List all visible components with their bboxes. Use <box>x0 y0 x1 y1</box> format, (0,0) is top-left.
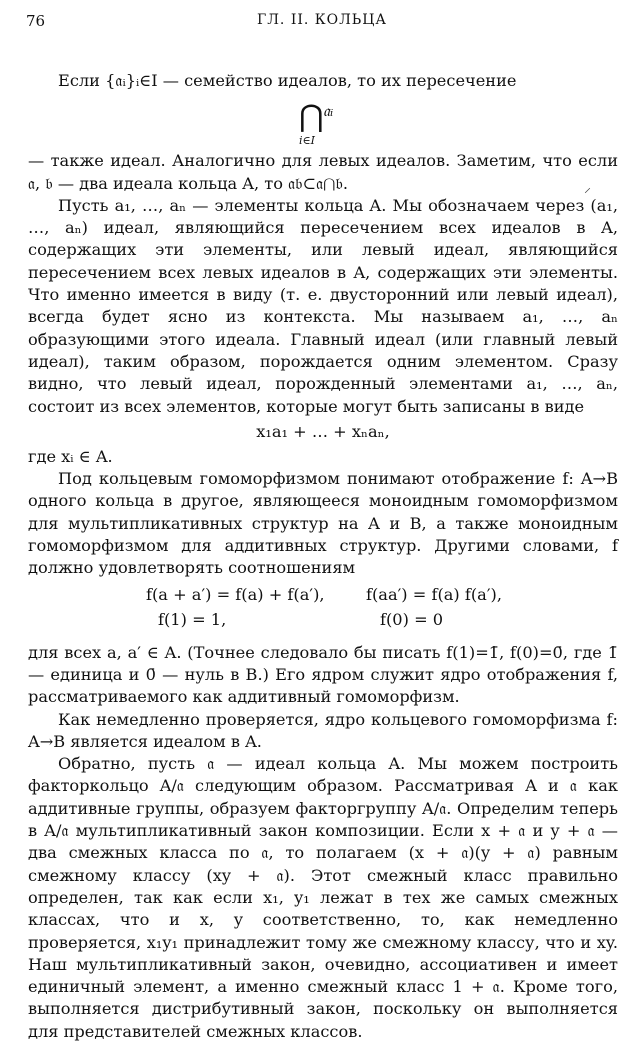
paragraph-where-xi: где xᵢ ∈ A. <box>28 446 113 466</box>
margin-pencil-mark: ⸝ <box>584 180 591 196</box>
relation-unit: f(1) = 1, <box>158 609 227 629</box>
paragraph-generators: Пусть a₁, …, aₙ — элементы кольца A. Мы обозначаем через (a₁, …, aₙ) идеал, являющийся пересечением всех идеалов в A, содержащих эти элементы, или левый идеал, являющийся пересечением всех левых идеалов в A, содержащих эти элементы. Что именно имеется в виду (т. е. двусторонний или левый идеал), всегда будет ясно из контекста. Мы называем a₁, …, aₙ образующими этого идеала. Главный идеал (или главный левый идеал), таким образом, порождается одним элементом. Сразу видно, что левый идеал, порожденный элементами a₁, …, aₙ, состоит из всех элементов, которые могут быть записаны в виде <box>28 195 618 416</box>
intersection-formula <box>28 100 618 146</box>
paragraph-factor-ring: Обратно, пусть 𝔞 — идеал кольца A. Мы можем построить факторкольцо A/𝔞 следующим образом. Рассматривая A и 𝔞 как аддитивные группы, образуем факторгруппу A/𝔞. Определим теперь в A/𝔞 мультипликативный закон композиции. Если x + 𝔞 и y + 𝔞 — два смежных класса по 𝔞, то полагаем (x + 𝔞)(y + 𝔞) равным смежному классу (xy + 𝔞). Этот смежный класс правильно определен, так как если x₁, y₁ лежат в тех же самых смежных классах, что и x, y соответственно, то, как немедленно проверяется, x₁y₁ принадлежит тому же смежному классу, что и xy. Наш мультипликативный закон, очевидно, ассоциативен и имеет единичный элемент, а именно смежный класс 1 + 𝔞. Кроме того, выполняется дистрибутивный закон, поскольку он выполняется для представителей смежных классов. <box>28 754 618 1041</box>
relation-multiplicative: f(aa′) = f(a) f(a′), <box>366 584 502 604</box>
page-body <box>28 70 618 1043</box>
paragraph-ring-homomorphism: Под кольцевым гомоморфизмом понимают отображение f: A→B одного кольца в другое, являющееся моноидным гомоморфизмом для мультипликативных структур на A и B, а также моноидным гомоморфизмом для аддитивных структур. Другими словами, f должно удовлетворять соотношениям <box>28 469 618 578</box>
bigcap-index: i∈I <box>299 134 316 148</box>
paragraph-kernel: для всех a, a′ ∈ A. (Точнее следовало бы писать f(1)=1̄, f(0)=0̄, где 1̄ — единица и 0̄ — нуль в B.) Его ядром служит ядро отображения f, рассматриваемого как аддитивный гомоморфизм. <box>28 642 618 707</box>
relation-zero: f(0) = 0 <box>380 609 444 629</box>
bigcap-symbol: ⋂ <box>299 99 324 135</box>
homomorphism-relations <box>28 584 618 636</box>
paragraph-family-of-ideals: Если {𝔞ᵢ}ᵢ∈I — семейство идеалов, то их пересечение <box>58 71 517 90</box>
paragraph-also-ideal: — также идеал. Аналогично для левых идеалов. Заметим, что если 𝔞, 𝔟 — два идеала кольца A, то 𝔞𝔟⊂𝔞⋂𝔟. <box>28 151 618 193</box>
bigcap-term: 𝔞ᵢ <box>323 101 334 121</box>
page-number: 76 <box>26 12 46 30</box>
page-header <box>26 12 618 34</box>
paragraph-kernel-is-ideal: Как немедленно проверяется, ядро кольцевого гомоморфизма f: A→B является идеалом в A. <box>28 709 618 751</box>
relation-additive: f(a + a′) = f(a) + f(a′), <box>146 584 325 604</box>
running-head: ГЛ. II. КОЛЬЦА <box>256 12 388 28</box>
linear-combination-formula: x₁a₁ + … + xₙaₙ, <box>256 421 390 441</box>
